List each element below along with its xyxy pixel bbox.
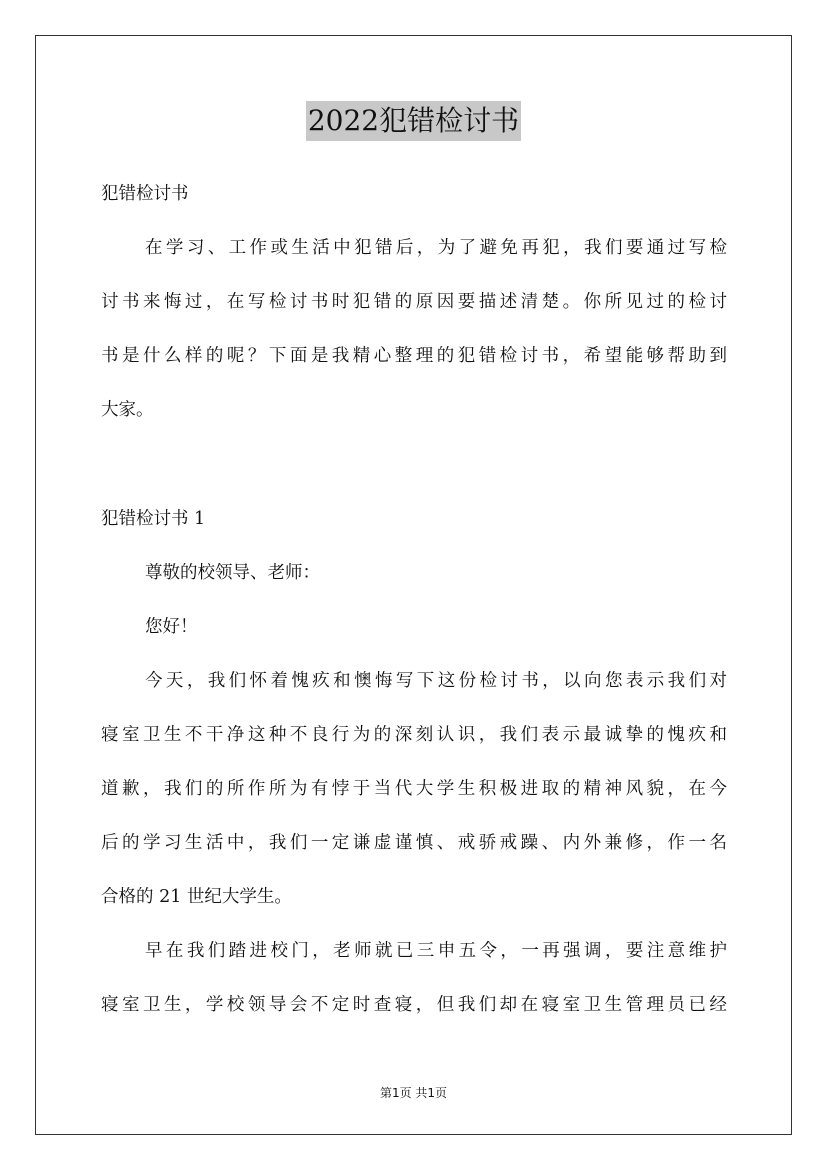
paragraph-line: 今天，我们怀着愧疚和懊悔写下这份检讨书，以向您表示我们对 bbox=[145, 671, 727, 691]
title-container bbox=[0, 101, 827, 141]
paragraph-line: 后的学习生活中，我们一定谦虚谨慎、戒骄戒躁、内外兼修，作一名 bbox=[101, 833, 727, 853]
paragraph-line: 书是什么样的呢？下面是我精心整理的犯错检讨书，希望能够帮助到 bbox=[101, 346, 727, 366]
paragraph-line: 合格的 21 世纪大学生。 bbox=[101, 887, 292, 907]
paragraph-line: 在学习、工作或生活中犯错后，为了避免再犯，我们要通过写检 bbox=[145, 238, 727, 258]
page-footer: 第1页 共1页 bbox=[379, 1086, 448, 1100]
salutation: 尊敬的校领导、老师： bbox=[145, 563, 320, 583]
section-heading: 犯错检讨书 1 bbox=[101, 509, 206, 529]
paragraph-line: 寝室卫生不干净这种不良行为的深刻认识，我们表示最诚挚的愧疚和 bbox=[101, 725, 727, 745]
paragraph-line: 早在我们踏进校门，老师就已三申五令，一再强调，要注意维护 bbox=[145, 941, 727, 961]
paragraph-line: 寝室卫生，学校领导会不定时查寝，但我们却在寝室卫生管理员已经 bbox=[101, 995, 727, 1015]
paragraph-line: 讨书来悔过，在写检讨书时犯错的原因要描述清楚。你所见过的检讨 bbox=[101, 292, 727, 312]
greeting: 您好！ bbox=[145, 617, 198, 637]
section-heading: 犯错检讨书 bbox=[101, 184, 189, 204]
paragraph-line: 道歉，我们的所作所为有悖于当代大学生积极进取的精神风貌，在今 bbox=[101, 779, 727, 799]
document-title: 2022犯错检讨书 bbox=[306, 101, 521, 141]
paragraph-line: 大家。 bbox=[101, 400, 154, 420]
